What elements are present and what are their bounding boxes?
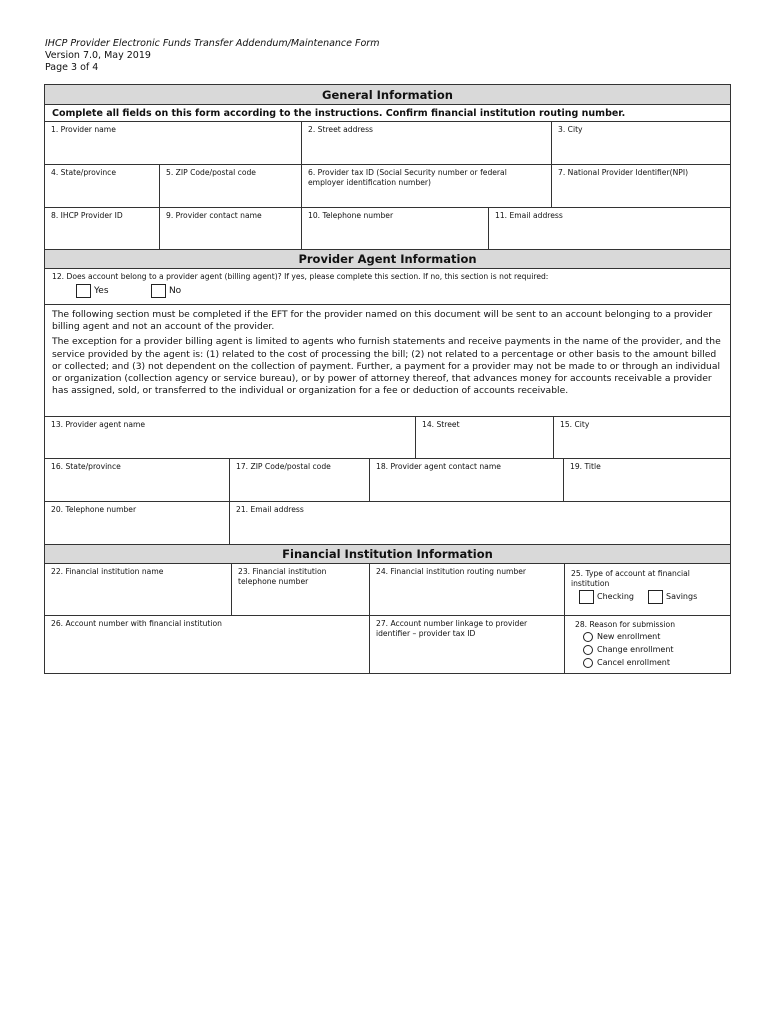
no-label: No <box>168 286 182 296</box>
telephone-label: 10. Telephone number <box>308 211 394 220</box>
general-row-3 <box>45 207 730 249</box>
agent-state-field[interactable] <box>45 459 229 501</box>
npi-field[interactable] <box>551 165 730 207</box>
cancel-enrollment-label: Cancel enrollment <box>597 658 671 667</box>
agent-zip-label: 17. ZIP Code/postal code <box>236 462 331 471</box>
zip-label: 5. ZIP Code/postal code <box>166 168 256 177</box>
change-enrollment-label: Change enrollment <box>597 645 674 654</box>
agent-street-field[interactable] <box>415 417 553 458</box>
agent-city-field[interactable] <box>553 417 730 458</box>
agent-paragraph-1: The following section must be completed if the EFT for the provider named on this document will be sent to an account belonging to a provider billing agent and not an account of the provider. <box>52 309 713 333</box>
institution-name-label: 22. Financial institution name <box>51 567 164 576</box>
eft-form <box>44 84 731 674</box>
account-type-label: 25. Type of account at financial institution <box>571 569 690 588</box>
institution-name-field[interactable] <box>45 564 231 615</box>
tax-id-label: 6. Provider tax ID (Social Security number or federal employer identification number) <box>308 168 507 187</box>
agent-telephone-field[interactable] <box>45 502 229 544</box>
page-number: Page 3 of 4 <box>45 62 99 73</box>
yes-label: Yes <box>94 286 109 296</box>
general-row-2 <box>45 164 730 207</box>
question-12-label: 12. Does account belong to a provider agent (billing agent)? If yes, please complete this section. If no, this section is not required: <box>52 272 549 281</box>
agent-zip-field[interactable] <box>229 459 369 501</box>
agent-section-header <box>45 249 730 268</box>
agent-row-1 <box>45 416 730 458</box>
form-version: Version 7.0, May 2019 <box>45 50 151 61</box>
new-enrollment-radio[interactable] <box>583 632 593 642</box>
agent-paragraph-2: The exception for a provider billing agent is limited to agents who furnish statements and receive payments in the name of the provider, and the service provided by the agent is: (1) related to the cost of processing the bill; (2) not related to a percentage or other basis to the amount billed or collected; and (3) not dependent on the collection of payment. Further, a payment for a provider may not be made to or through an individual or organization (collection agency or service bureau), or by power of attorney thereof, that advances money for accounts receivable a provider has assigned, sold, or transferred to the individual or organization for a fee or deduction of accounts receivable. <box>52 336 721 397</box>
account-number-label: 26. Account number with financial institution <box>51 619 222 628</box>
agent-email-label: 21. Email address <box>236 505 304 514</box>
ihcp-provider-id-field[interactable] <box>45 208 159 249</box>
financial-section-header <box>45 544 730 563</box>
agent-row-3 <box>45 501 730 544</box>
cancel-enrollment-radio[interactable] <box>583 658 593 668</box>
general-section-header <box>45 85 730 104</box>
agent-street-label: 14. Street <box>422 420 460 429</box>
agent-state-label: 16. State/province <box>51 462 121 471</box>
change-enrollment-radio[interactable] <box>583 645 593 655</box>
document-header <box>45 38 379 74</box>
submission-reason-field <box>564 616 730 673</box>
financial-row-1 <box>45 563 730 615</box>
savings-checkbox[interactable] <box>648 590 663 604</box>
email-label: 11. Email address <box>495 211 563 220</box>
zip-field[interactable] <box>159 165 301 207</box>
city-field[interactable] <box>551 122 730 164</box>
npi-label: 7. National Provider Identifier(NPI) <box>558 168 689 177</box>
routing-number-label: 24. Financial institution routing number <box>376 567 527 576</box>
agent-contact-name-label: 18. Provider agent contact name <box>376 462 501 471</box>
savings-label: Savings <box>665 592 698 601</box>
account-number-field[interactable] <box>45 616 369 673</box>
state-field[interactable] <box>45 165 159 207</box>
financial-section-title: Financial Institution Information <box>282 547 493 561</box>
tax-id-field[interactable] <box>301 165 551 207</box>
account-linkage-label: 27. Account number linkage to provider identifier – provider tax ID <box>376 619 528 638</box>
no-checkbox[interactable] <box>151 284 166 298</box>
provider-name-field[interactable] <box>45 122 301 164</box>
routing-number-field[interactable] <box>369 564 564 615</box>
state-label: 4. State/province <box>51 168 117 177</box>
agent-title-label: 19. Title <box>570 462 601 471</box>
email-field[interactable] <box>488 208 730 249</box>
agent-telephone-label: 20. Telephone number <box>51 505 137 514</box>
institution-phone-field[interactable] <box>231 564 369 615</box>
contact-name-label: 9. Provider contact name <box>166 211 262 220</box>
street-address-label: 2. Street address <box>308 125 373 134</box>
contact-name-field[interactable] <box>159 208 301 249</box>
form-title: IHCP Provider Electronic Funds Transfer Addendum/Maintenance Form <box>45 38 380 49</box>
submission-reason-label: 28. Reason for submission <box>575 620 676 629</box>
general-row-1 <box>45 121 730 164</box>
street-address-field[interactable] <box>301 122 551 164</box>
agent-section-title: Provider Agent Information <box>298 252 477 266</box>
new-enrollment-label: New enrollment <box>597 632 661 641</box>
agent-contact-name-field[interactable] <box>369 459 563 501</box>
account-type-field <box>564 564 730 615</box>
billing-agent-question <box>45 268 730 304</box>
general-instructions <box>45 104 730 121</box>
telephone-field[interactable] <box>301 208 488 249</box>
agent-name-field[interactable] <box>45 417 415 458</box>
agent-email-field[interactable] <box>229 502 730 544</box>
institution-phone-label: 23. Financial institution telephone number <box>238 567 327 586</box>
checking-checkbox[interactable] <box>579 590 594 604</box>
provider-name-label: 1. Provider name <box>51 125 116 134</box>
general-section-title: General Information <box>322 87 453 102</box>
account-linkage-field[interactable] <box>369 616 564 673</box>
agent-title-field[interactable] <box>563 459 730 501</box>
financial-row-2 <box>45 615 730 673</box>
checking-label: Checking <box>597 592 634 601</box>
city-label: 3. City <box>558 125 583 134</box>
agent-row-2 <box>45 458 730 501</box>
agent-explanation <box>45 304 730 416</box>
instructions-text: Complete all fields on this form according to the instructions. Confirm financial institution routing number. <box>52 107 626 119</box>
agent-city-label: 15. City <box>560 420 590 429</box>
yes-checkbox[interactable] <box>76 284 91 298</box>
agent-name-label: 13. Provider agent name <box>51 420 146 429</box>
ihcp-provider-id-label: 8. IHCP Provider ID <box>51 211 123 220</box>
